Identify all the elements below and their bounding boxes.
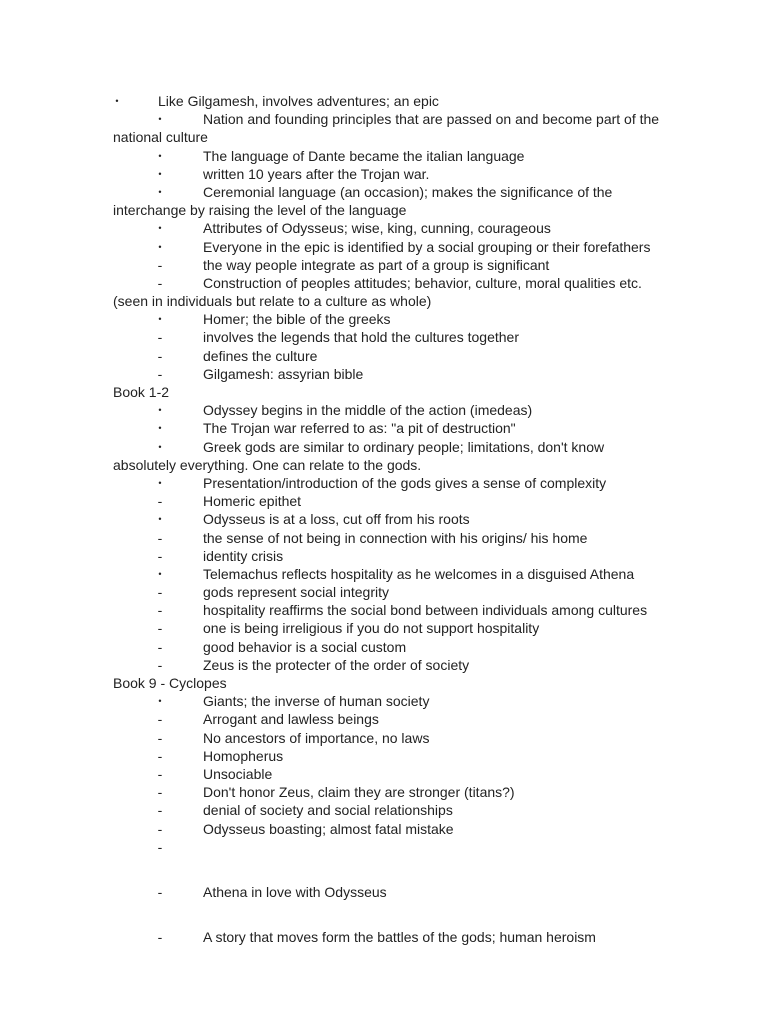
list-item-text: Homer; the bible of the greeks: [203, 311, 391, 328]
list-item-text: Construction of peoples attitudes; behavior, culture, moral qualities etc.: [203, 274, 642, 291]
list-item: [0, 492, 768, 510]
dash-marker: -: [157, 329, 163, 346]
list-item-text: identity crisis: [203, 547, 284, 564]
list-item-text: written 10 years after the Trojan war.: [203, 165, 430, 182]
list-item-text: the sense of not being in connection with his origins/ his home: [203, 529, 588, 546]
list-item-text: gods represent social integrity: [203, 584, 389, 601]
list-item-text: Odysseus is at a loss, cut off from his roots: [203, 511, 470, 528]
bullet-marker: •: [158, 223, 162, 234]
list-item-text: Attributes of Odysseus; wise, king, cunning, courageous: [203, 220, 551, 237]
bullet-marker: •: [158, 568, 162, 579]
list-item: [0, 110, 768, 128]
list-item: [0, 529, 768, 547]
continuation-text: interchange by raising the level of the language: [113, 202, 407, 219]
list-item: [0, 710, 768, 728]
list-item: [0, 92, 768, 110]
list-item: [0, 565, 768, 583]
section-heading-text: Book 9 - Cyclopes: [113, 675, 227, 691]
continuation-line: [0, 456, 768, 474]
list-item: [0, 838, 768, 856]
list-item: [0, 729, 768, 747]
bullet-marker: •: [158, 168, 162, 179]
list-item: [0, 238, 768, 256]
dash-marker: -: [157, 929, 163, 946]
list-item: [0, 656, 768, 674]
list-item: [0, 328, 768, 346]
bullet-marker: •: [158, 186, 162, 197]
dash-marker: -: [157, 602, 163, 619]
list-item-text: Arrogant and lawless beings: [203, 711, 379, 728]
dash-marker: -: [157, 584, 163, 601]
list-item: [0, 619, 768, 637]
list-item-text: the way people integrate as part of a group is significant: [203, 256, 550, 273]
list-item: [0, 347, 768, 365]
list-item-text: Greek gods are similar to ordinary people; limitations, don't know: [203, 438, 605, 455]
dash-marker: -: [157, 711, 163, 728]
list-item: [0, 510, 768, 528]
list-item: [0, 547, 768, 565]
dash-marker: -: [157, 820, 163, 837]
section-heading-text: Book 1-2: [113, 384, 170, 400]
list-item-text: Gilgamesh: assyrian bible: [203, 365, 364, 382]
continuation-line: [0, 201, 768, 219]
list-item: [0, 365, 768, 383]
dash-marker: -: [157, 729, 163, 746]
bullet-marker: •: [158, 405, 162, 416]
list-item-text: Like Gilgamesh, involves adventures; an epic: [158, 93, 439, 109]
list-item-text: Zeus is the protecter of the order of society: [203, 656, 470, 673]
list-item-text: Homeric epithet: [203, 493, 302, 510]
dash-marker: -: [157, 620, 163, 637]
bullet-marker: •: [158, 241, 162, 252]
bullet-marker: •: [158, 514, 162, 525]
list-item: [0, 183, 768, 201]
list-item-text: Telemachus reflects hospitality as he welcomes in a disguised Athena: [203, 565, 635, 582]
dash-marker: -: [157, 274, 163, 291]
dash-marker: -: [157, 802, 163, 819]
list-item-text: Don't honor Zeus, claim they are stronger (titans?): [203, 784, 515, 801]
bullet-marker: •: [158, 423, 162, 434]
bullet-marker: •: [158, 696, 162, 707]
list-item: [0, 820, 768, 838]
dash-marker: -: [157, 256, 163, 273]
list-item-text: Presentation/introduction of the gods gives a sense of complexity: [203, 474, 607, 491]
list-item: [0, 401, 768, 419]
list-item-text: Nation and founding principles that are passed on and become part of the: [203, 111, 660, 128]
list-item-text: Unsociable: [203, 765, 273, 782]
dash-marker: -: [157, 784, 163, 801]
bullet-marker: •: [158, 441, 162, 452]
list-item: [0, 419, 768, 437]
list-item-text: one is being irreligious if you do not support hospitality: [203, 620, 540, 637]
document-body: [0, 92, 768, 946]
list-item: [0, 883, 768, 901]
section-heading: [0, 383, 768, 401]
list-item: [0, 274, 768, 292]
list-item-text: The Trojan war referred to as: "a pit of destruction": [203, 420, 516, 437]
list-item: [0, 801, 768, 819]
list-item: [0, 438, 768, 456]
dash-marker: -: [157, 656, 163, 673]
list-item-text: Giants; the inverse of human society: [203, 693, 430, 710]
dash-marker: -: [157, 765, 163, 782]
list-item-text: A story that moves form the battles of the gods; human heroism: [203, 929, 596, 946]
list-item: [0, 219, 768, 237]
list-item: [0, 310, 768, 328]
list-item: [0, 256, 768, 274]
list-item: [0, 765, 768, 783]
dash-marker: -: [157, 493, 163, 510]
list-item: [0, 165, 768, 183]
dash-marker: -: [157, 838, 163, 855]
continuation-text: (seen in individuals but relate to a culture as whole): [113, 293, 432, 310]
continuation-line: [0, 292, 768, 310]
list-item: [0, 783, 768, 801]
section-heading: [0, 674, 768, 692]
continuation-text: national culture: [113, 129, 208, 146]
bullet-marker: •: [158, 477, 162, 488]
dash-marker: -: [157, 747, 163, 764]
list-item-text: Everyone in the epic is identified by a social grouping or their forefathers: [203, 238, 651, 255]
list-item-text: involves the legends that hold the cultures together: [203, 329, 519, 346]
bullet-marker: •: [158, 314, 162, 325]
blank-line: [0, 901, 768, 928]
list-item: [0, 474, 768, 492]
bullet-marker: •: [115, 96, 119, 106]
list-item: [0, 638, 768, 656]
dash-marker: -: [157, 638, 163, 655]
bullet-marker: •: [158, 150, 162, 161]
bullet-marker: •: [158, 114, 162, 125]
list-item-text: The language of Dante became the italian language: [203, 147, 525, 164]
list-item: [0, 147, 768, 165]
list-item: [0, 583, 768, 601]
dash-marker: -: [157, 883, 163, 900]
list-item: [0, 747, 768, 765]
list-item: [0, 928, 768, 946]
list-item-text: Athena in love with Odysseus: [203, 883, 387, 900]
dash-marker: -: [157, 365, 163, 382]
list-item-text: Odysseus boasting; almost fatal mistake: [203, 820, 454, 837]
dash-marker: -: [157, 529, 163, 546]
dash-marker: -: [157, 347, 163, 364]
list-item: [0, 692, 768, 710]
continuation-line: [0, 128, 768, 146]
dash-marker: -: [157, 547, 163, 564]
list-item-text: Homopherus: [203, 747, 284, 764]
list-item-text: good behavior is a social custom: [203, 638, 407, 655]
list-item-text: denial of society and social relationships: [203, 802, 453, 819]
list-item-text: Odyssey begins in the middle of the action (imedeas): [203, 402, 533, 419]
blank-line: [0, 856, 768, 883]
list-item-text: hospitality reaffirms the social bond between individuals among cultures: [203, 602, 648, 619]
list-item-text: defines the culture: [203, 347, 318, 364]
list-item: [0, 601, 768, 619]
continuation-text: absolutely everything. One can relate to the gods.: [113, 456, 422, 473]
list-item-text: No ancestors of importance, no laws: [203, 729, 430, 746]
list-item-text: Ceremonial language (an occasion); makes the significance of the: [203, 183, 613, 200]
